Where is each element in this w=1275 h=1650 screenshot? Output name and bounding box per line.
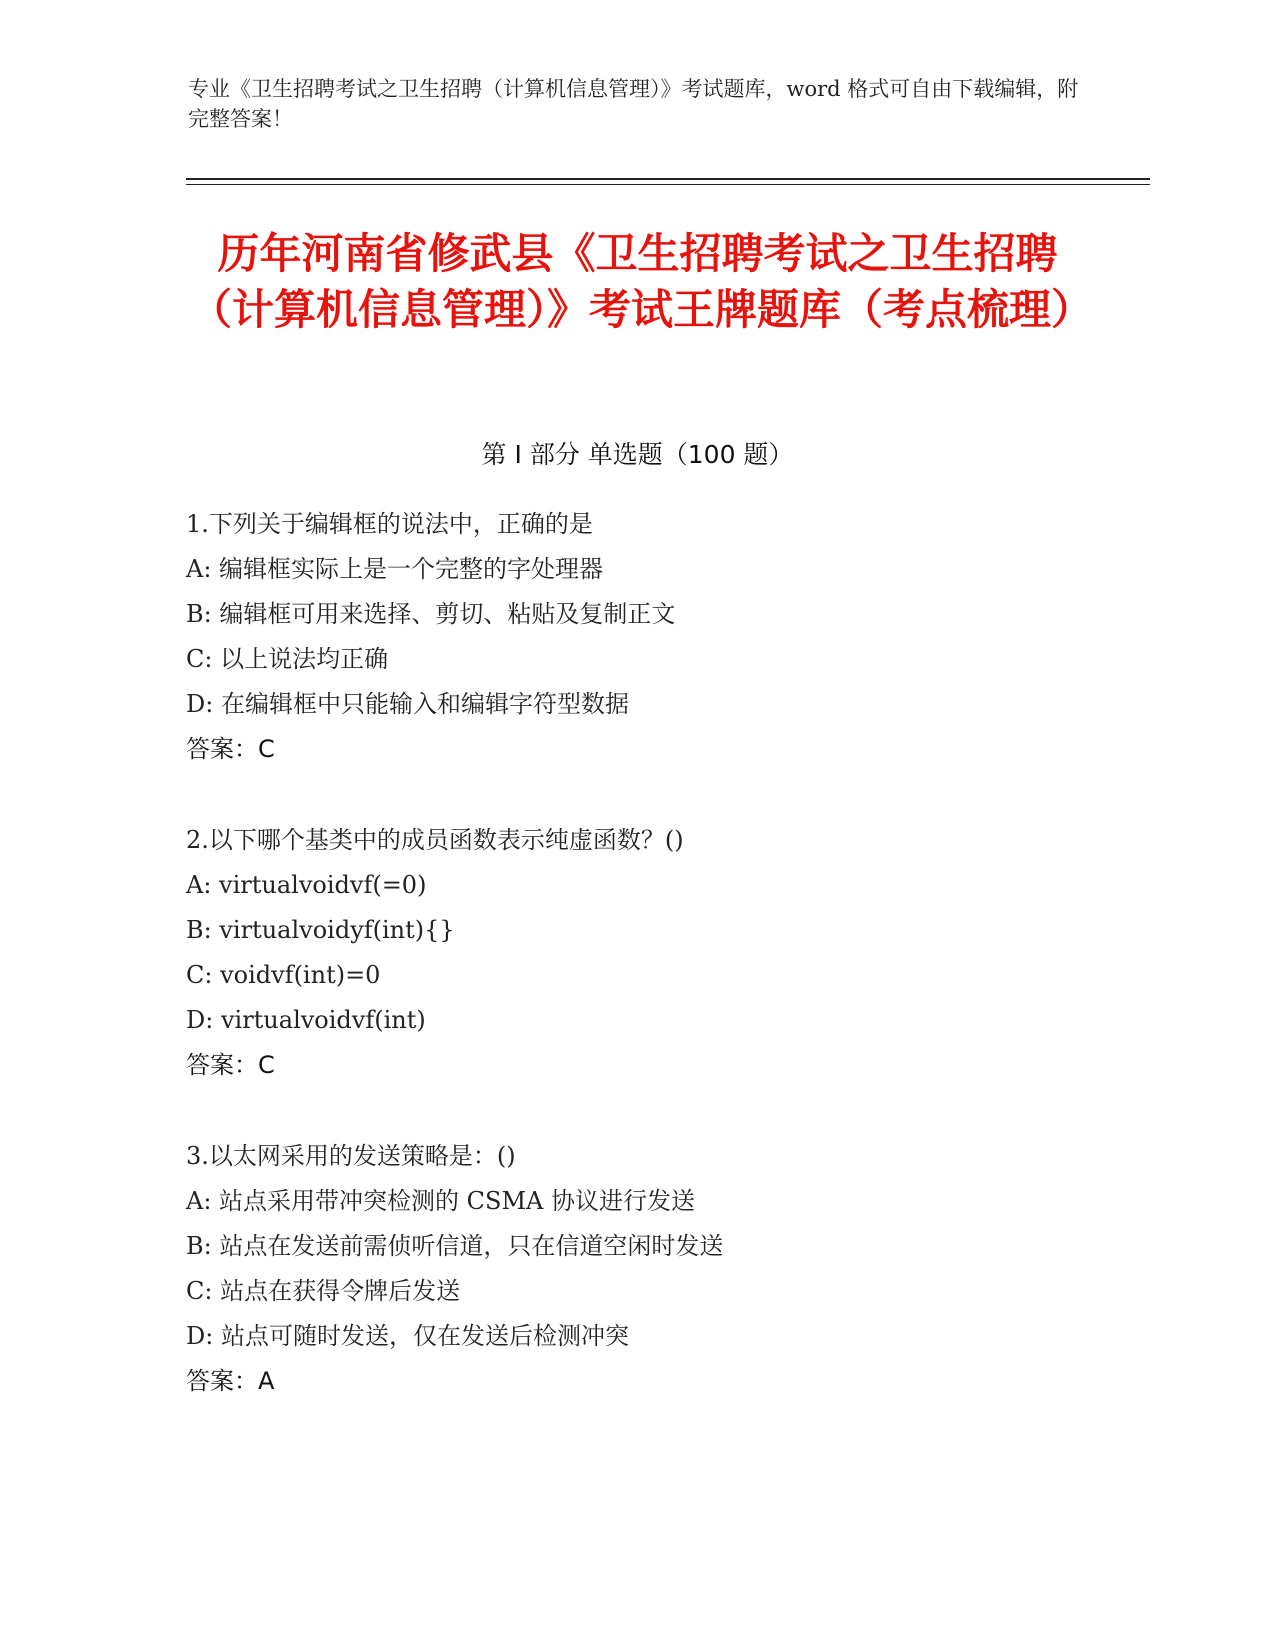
- question-1: [186, 502, 1136, 772]
- option-a: A: virtualvoidvf(=0): [186, 871, 427, 899]
- option-c: C: 站点在获得令牌后发送: [186, 1277, 461, 1305]
- question-3: [186, 1134, 1136, 1404]
- option-c: C: 以上说法均正确: [186, 645, 389, 673]
- question-stem: 1.下列关于编辑框的说法中，正确的是: [186, 510, 593, 538]
- section-title: 第 I 部分 单选题（100 题）: [481, 440, 794, 469]
- answer: 答案：C: [186, 1051, 275, 1079]
- option-b: B: 站点在发送前需侦听信道，只在信道空闲时发送: [186, 1232, 724, 1260]
- option-b: B: virtualvoidyf(int){}: [186, 916, 455, 944]
- option-b: B: 编辑框可用来选择、剪切、粘贴及复制正文: [186, 600, 676, 628]
- header-divider-thick: [186, 178, 1150, 180]
- option-d: D: 在编辑框中只能输入和编辑字符型数据: [186, 690, 629, 718]
- answer: 答案：A: [186, 1367, 275, 1395]
- option-d: D: virtualvoidvf(int): [186, 1006, 426, 1034]
- header-divider-thin: [186, 184, 1150, 185]
- option-a: A: 编辑框实际上是一个完整的字处理器: [186, 555, 604, 583]
- option-d: D: 站点可随时发送，仅在发送后检测冲突: [186, 1322, 629, 1350]
- page-title: 历年河南省修武县《卫生招聘考试之卫生招聘（计算机信息管理）》考试王牌题库（考点梳理）: [190, 229, 1094, 334]
- option-c: C: voidvf(int)=0: [186, 961, 381, 989]
- header-note: 专业《卫生招聘考试之卫生招聘（计算机信息管理）》考试题库，word 格式可自由下载编辑，附完整答案！: [188, 77, 1079, 131]
- question-stem: 2.以下哪个基类中的成员函数表示纯虚函数？(): [186, 826, 684, 854]
- option-a: A: 站点采用带冲突检测的 CSMA 协议进行发送: [186, 1187, 696, 1215]
- answer: 答案：C: [186, 735, 275, 763]
- question-stem: 3.以太网采用的发送策略是：(): [186, 1142, 516, 1170]
- question-2: [186, 818, 1136, 1088]
